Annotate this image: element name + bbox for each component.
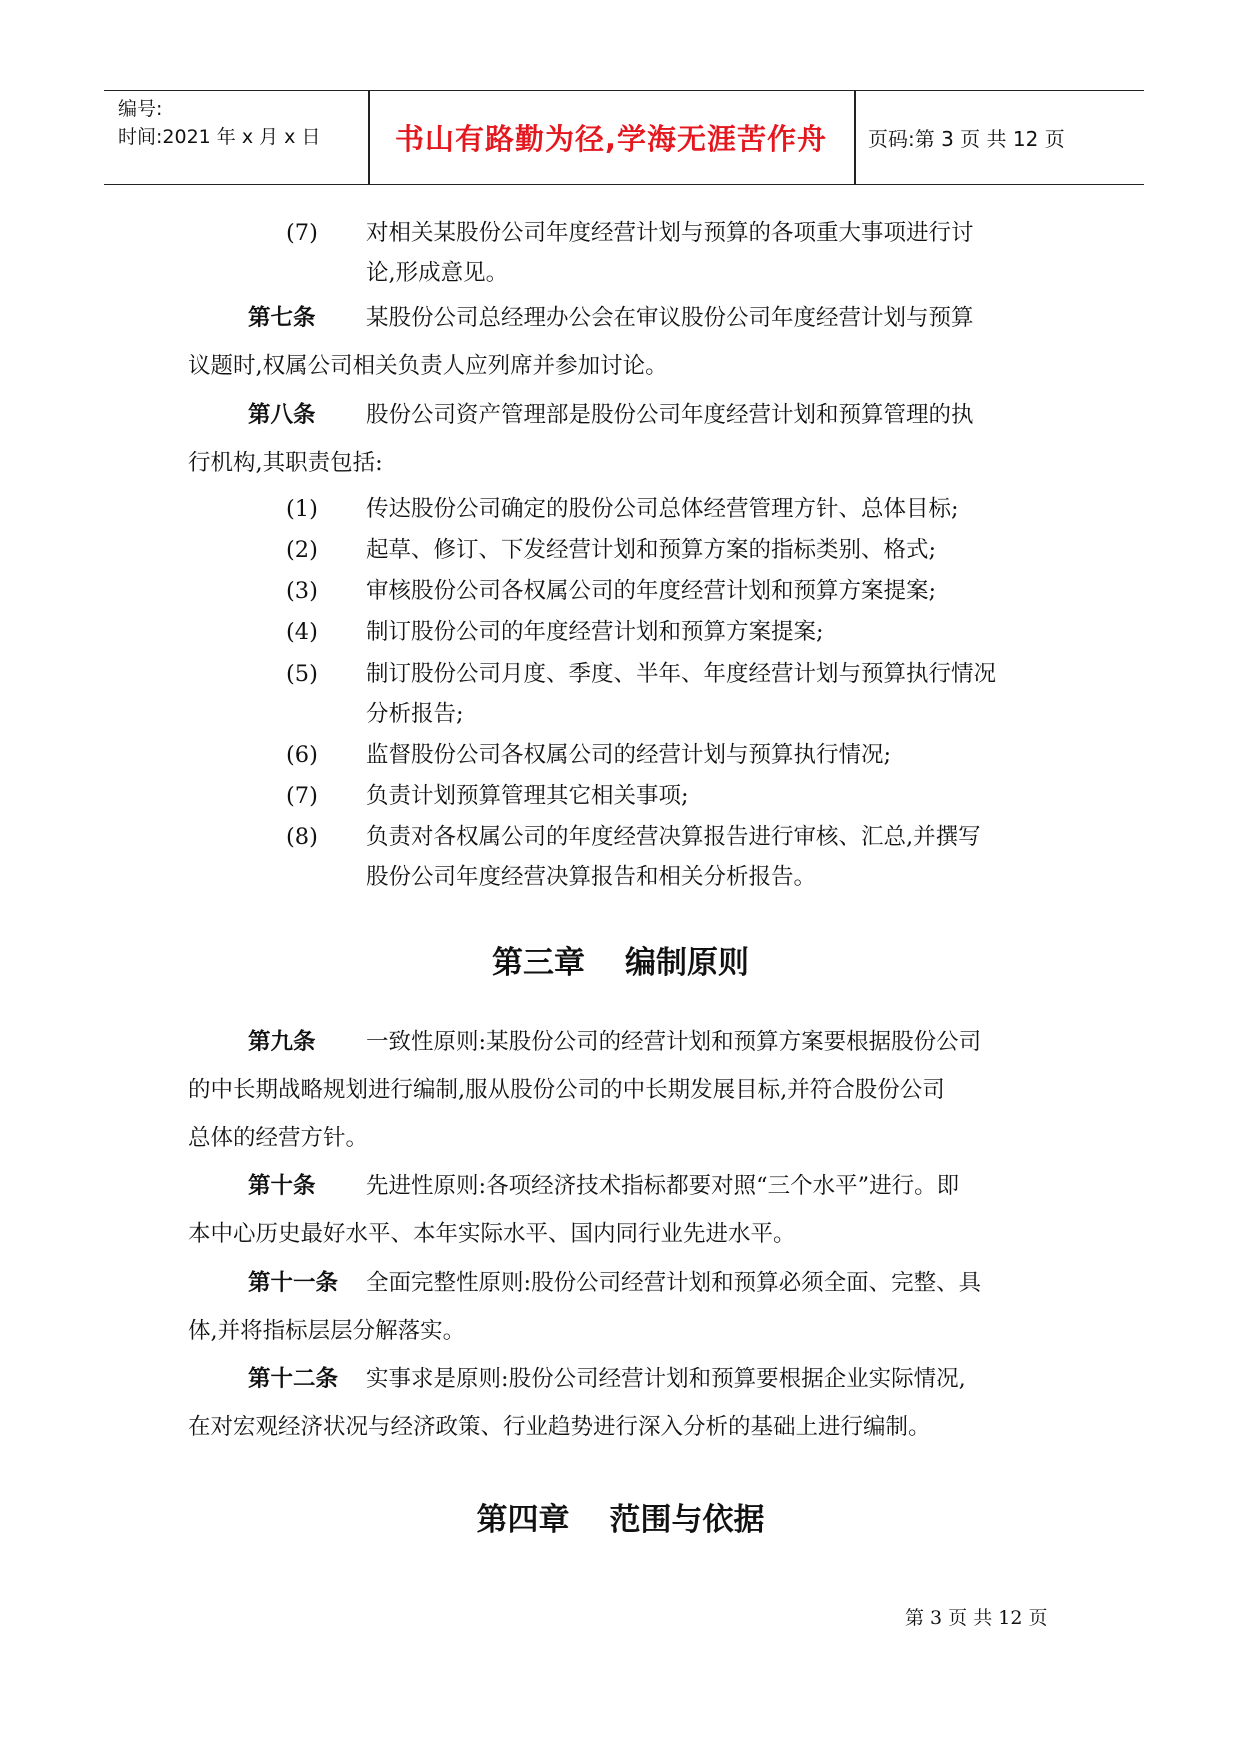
article-text: 体,并将指标层层分解落实。	[188, 1318, 466, 1344]
page-footer: 第 3 页 共 12 页	[905, 1607, 1048, 1629]
list-item-text: 制订股份公司的年度经营计划和预算方案提案;	[366, 619, 824, 645]
list-item-text: 股份公司年度经营决算报告和相关分析报告。	[366, 864, 817, 890]
list-item-number: (4)	[286, 619, 318, 645]
chapter-title: 范围与依据	[609, 1502, 765, 1538]
list-item-text: 分析报告;	[366, 701, 464, 727]
list-item-text: 监督股份公司各权属公司的经营计划与预算执行情况;	[366, 742, 892, 768]
chapter-heading	[0, 937, 1241, 982]
list-item-number: (1)	[286, 496, 318, 522]
list-item-number: (7)	[286, 220, 318, 246]
list-item-text: 负责对各权属公司的年度经营决算报告进行审核、汇总,并撰写	[366, 824, 981, 850]
article-text: 行机构,其职责包括:	[188, 450, 383, 476]
list-item-text: 审核股份公司各权属公司的年度经营计划和预算方案提案;	[366, 578, 937, 604]
list-item-number: (5)	[286, 661, 318, 687]
header-motto: 书山有路勤为径,学海无涯苦作舟	[394, 122, 828, 156]
list-item-text: 对相关某股份公司年度经营计划与预算的各项重大事项进行讨	[366, 220, 974, 246]
list-item-number: (6)	[286, 742, 318, 768]
article-text: 先进性原则:各项经济技术指标都要对照“三个水平”进行。即	[366, 1173, 960, 1199]
chapter-number: 第四章	[476, 1502, 570, 1538]
list-item-text: 制订股份公司月度、季度、半年、年度经营计划与预算执行情况	[366, 661, 997, 687]
article-title: 第十条	[248, 1173, 316, 1199]
article-title: 第十一条	[248, 1270, 339, 1296]
chapter-heading	[0, 1494, 1241, 1539]
code-label: 编号:	[118, 98, 163, 120]
page-header	[104, 90, 1144, 185]
header-meta	[118, 91, 368, 188]
list-item-number: (8)	[286, 824, 318, 850]
article-text: 实事求是原则:股份公司经营计划和预算要根据企业实际情况,	[366, 1366, 966, 1392]
list-item-text: 负责计划预算管理其它相关事项;	[366, 783, 689, 809]
list-item-number: (3)	[286, 578, 318, 604]
article-text: 在对宏观经济状况与经济政策、行业趋势进行深入分析的基础上进行编制。	[188, 1414, 931, 1440]
article-text: 的中长期战略规划进行编制,服从股份公司的中长期发展目标,并符合股份公司	[188, 1077, 945, 1103]
article-title: 第十二条	[248, 1366, 339, 1392]
article-text: 某股份公司总经理办公会在审议股份公司年度经营计划与预算	[366, 305, 974, 331]
chapter-title: 编制原则	[625, 945, 749, 981]
article-title: 第七条	[248, 305, 316, 331]
list-item-text: 起草、修订、下发经营计划和预算方案的指标类别、格式;	[366, 537, 937, 563]
list-item-text: 论,形成意见。	[366, 260, 509, 286]
article-text: 股份公司资产管理部是股份公司年度经营计划和预算管理的执	[366, 402, 974, 428]
list-item-number: (2)	[286, 537, 318, 563]
article-text: 议题时,权属公司相关负责人应列席并参加讨论。	[188, 353, 668, 379]
article-title: 第九条	[248, 1029, 316, 1055]
article-title: 第八条	[248, 402, 316, 428]
list-item-number: (7)	[286, 783, 318, 809]
list-item-text: 传达股份公司确定的股份公司总体经营管理方针、总体目标;	[366, 496, 959, 522]
article-text: 总体的经营方针。	[188, 1125, 369, 1151]
article-text: 全面完整性原则:股份公司经营计划和预算必须全面、完整、具	[366, 1270, 982, 1296]
time-label: 时间:2021 年 x 月 x 日	[118, 126, 321, 148]
article-text: 本中心历史最好水平、本年实际水平、国内同行业先进水平。	[188, 1221, 796, 1247]
chapter-number: 第三章	[492, 945, 585, 981]
article-text: 一致性原则:某股份公司的经营计划和预算方案要根据股份公司	[366, 1029, 982, 1055]
header-page-label: 页码:第 3 页 共 12 页	[868, 127, 1065, 151]
